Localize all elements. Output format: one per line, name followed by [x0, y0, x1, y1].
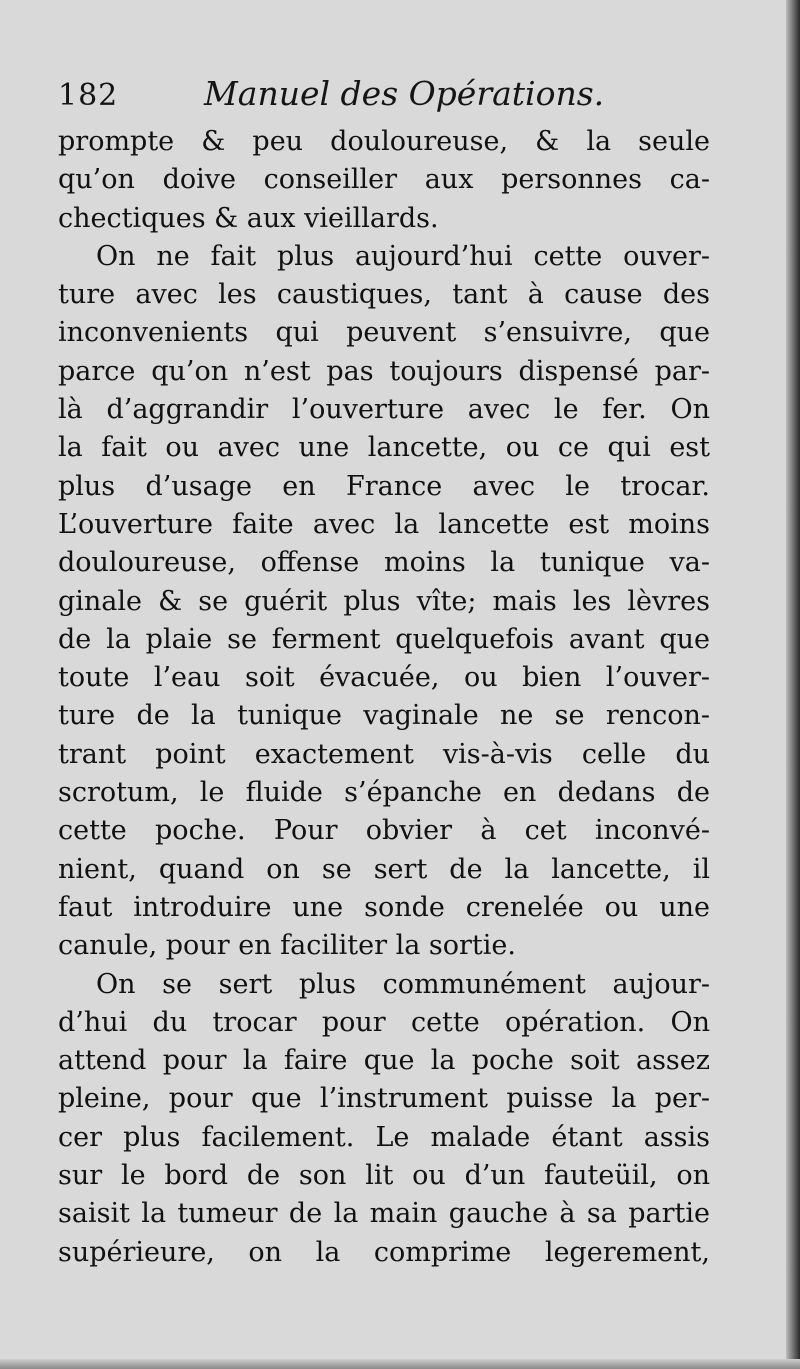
text-line: cer plus facilement. Le malade étant assis	[58, 1121, 710, 1153]
page-header	[58, 70, 605, 120]
text-line: qu’on doive conseiller aux personnes ca-	[58, 164, 710, 196]
text-line: ture avec les caustiques, tant à cause des	[58, 279, 710, 311]
text-line: douloureuse, offense moins la tunique va-	[58, 547, 710, 579]
text-line: L’ouverture faite avec la lancette est moins	[58, 508, 710, 540]
text-line: de la plaie se ferment quelquefois avant que	[58, 623, 710, 655]
text-line: On ne fait plus aujourd’hui cette ouver-	[96, 240, 710, 272]
page-bottom-shadow	[0, 1359, 800, 1369]
text-line: inconvenients qui peuvent s’ensuivre, que	[58, 317, 710, 349]
text-line: On se sert plus communément aujour-	[96, 968, 710, 1000]
text-line: d’hui du trocar pour cette opération. On	[58, 1006, 710, 1038]
text-line: supérieure, on la comprime legerement,	[58, 1236, 710, 1268]
text-line: la fait ou avec une lancette, ou ce qui est	[58, 432, 710, 464]
text-line: saisit la tumeur de la main gauche à sa partie	[58, 1198, 710, 1230]
text-line: prompte & peu douloureuse, & la seule	[58, 126, 710, 157]
text-line: sur le bord de son lit ou d’un fauteüil, on	[58, 1160, 710, 1192]
text-line: parce qu’on n’est pas toujours dispensé par-	[58, 355, 710, 387]
text-line: faut introduire une sonde crenelée ou une	[58, 891, 710, 923]
text-line: ture de la tunique vaginale ne se rencon-	[58, 700, 710, 732]
text-line: toute l’eau soit évacuée, ou bien l’ouver-	[58, 662, 710, 694]
text-line: là d’aggrandir l’ouverture avec le fer. On	[58, 394, 710, 426]
text-line: nient, quand on se sert de la lancette, il	[58, 853, 710, 885]
page-edge-shadow	[786, 0, 800, 1369]
text-line: pleine, pour que l’instrument puisse la per-	[58, 1083, 710, 1115]
running-title: Manuel des Opérations.	[204, 74, 605, 113]
text-line: chectiques & aux vieillards.	[58, 202, 439, 234]
text-line: cette poche. Pour obvier à cet inconvé-	[58, 815, 710, 847]
text-line: ginale & se guérit plus vîte; mais les lèvres	[58, 585, 710, 617]
body-text	[58, 123, 710, 1272]
text-line: canule, pour en faciliter la sortie.	[58, 930, 516, 962]
text-line: trant point exactement vis-à-vis celle du	[58, 738, 710, 770]
text-line: attend pour la faire que la poche soit assez	[58, 1045, 710, 1077]
text-line: scrotum, le fluide s’épanche en dedans de	[58, 777, 710, 809]
text-line: plus d’usage en France avec le trocar.	[58, 470, 710, 502]
page-number: 182	[58, 78, 119, 113]
